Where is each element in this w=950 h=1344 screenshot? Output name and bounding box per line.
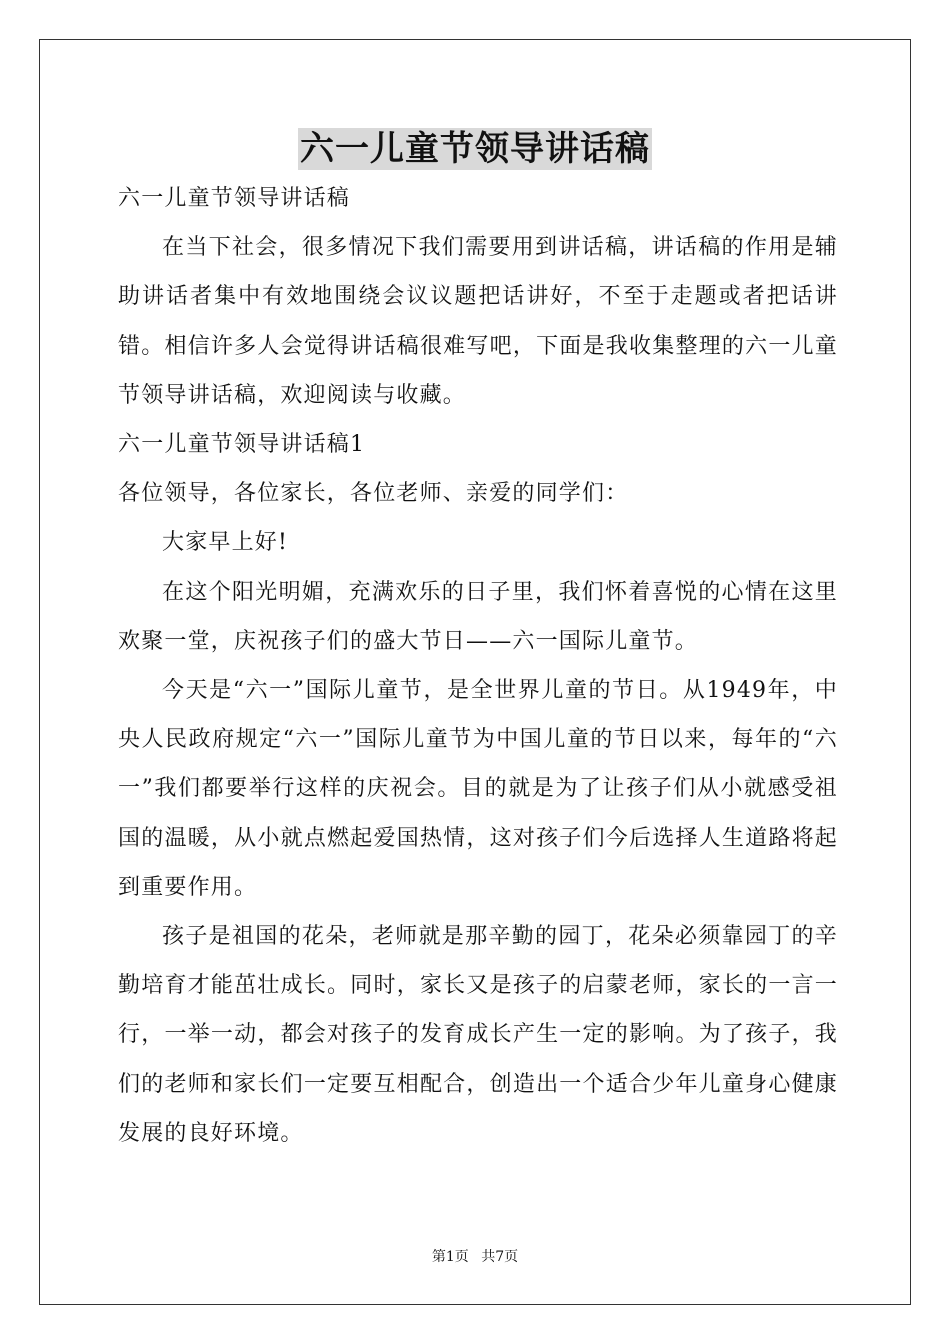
document-title: 六一儿童节领导讲话稿 xyxy=(300,129,650,169)
page-footer xyxy=(0,1247,950,1267)
salutation: 各位领导，各位家长，各位老师、亲爱的同学们： xyxy=(118,481,629,507)
subtitle-line: 六一儿童节领导讲话稿 xyxy=(118,186,351,211)
body-paragraph: 在这个阳光明媚，充满欢乐的日子里，我们怀着喜悦的心情在这里欢聚一堂，庆祝孩子们的盛大节日——六一国际儿童节。 xyxy=(118,579,838,654)
section-heading: 六一儿童节领导讲话稿1 xyxy=(118,432,366,457)
body-paragraph: 今天是“六一”国际儿童节，是全世界儿童的节日。从1949年，中央人民政府规定“六一”国际儿童节为中国儿童的节日以来，每年的“六一”我们都要举行这样的庆祝会。目的就是为了让孩子们从小就感受祖国的温暖，从小就点燃起爱国热情，这对孩子们今后选择人生道路将起到重要作用。 xyxy=(118,677,838,900)
document-body xyxy=(118,174,838,1158)
greeting: 大家早上好! xyxy=(162,530,289,556)
body-paragraph: 孩子是祖国的花朵，老师就是那辛勤的园丁，花朵必须靠园丁的辛勤培育才能茁壮成长。同时，家长又是孩子的启蒙老师，家长的一言一行，一举一动，都会对孩子的发育成长产生一定的影响。为了孩子，我们的老师和家长们一定要互相配合，创造出一个适合少年儿童身心健康发展的良好环境。 xyxy=(118,923,838,1146)
title-area xyxy=(0,128,950,170)
page-total: 共7页 xyxy=(481,1249,519,1265)
intro-paragraph: 在当下社会，很多情况下我们需要用到讲话稿，讲话稿的作用是辅助讲话者集中有效地围绕会议议题把话讲好，不至于走题或者把话讲错。相信许多人会觉得讲话稿很难写吧，下面是我收集整理的六一儿童节领导讲话稿，欢迎阅读与收藏。 xyxy=(118,235,838,408)
page-number: 第1页 xyxy=(431,1249,469,1265)
